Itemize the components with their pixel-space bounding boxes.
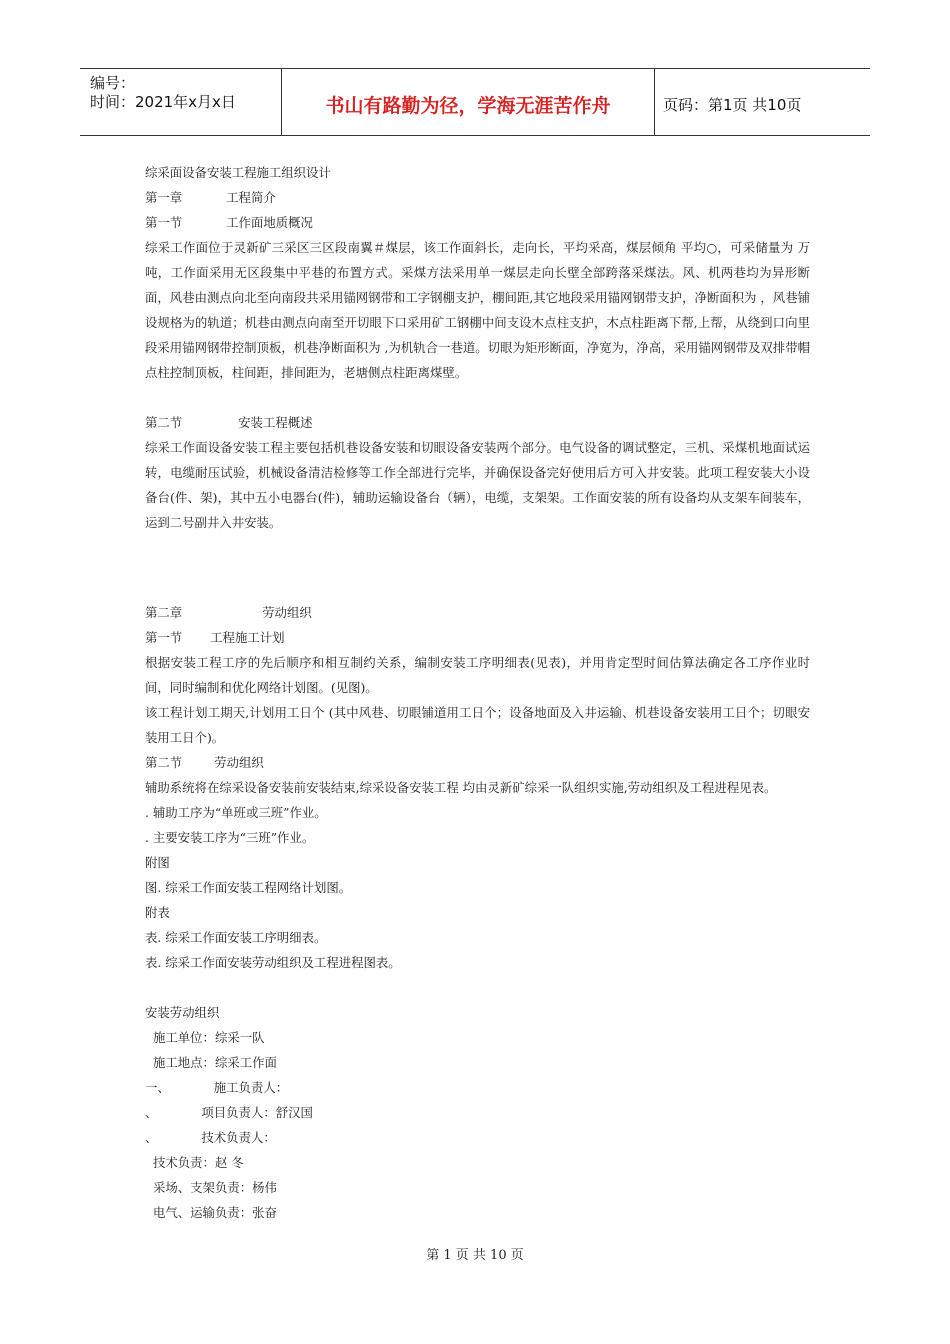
page-footer: 第 1 页 共 10 页 — [426, 1248, 524, 1263]
item-number: 、 — [145, 1105, 158, 1120]
section-name: 安装工程概述 — [238, 415, 313, 430]
section-number: 第二节 — [145, 415, 183, 430]
section-number: 第一节 — [145, 215, 183, 230]
org-title: 安装劳动组织 — [145, 1005, 220, 1020]
section-2-1-heading — [145, 625, 810, 650]
chapter-name: 工程简介 — [226, 190, 276, 205]
org-support-lead: 采场、支架负责：杨伟 — [153, 1180, 277, 1195]
header-motto-cell — [282, 69, 655, 135]
installation-overview-paragraph: 综采工作面设备安装工程主要包括机巷设备安装和切眼设备安装两个部分。电气设备的调试整定，三机、采煤机地面试运转，电缆耐压试验，机械设备清洁检修等工作全部进行完毕，并确保设备完好使用后方可入井安装。此项工程安装大小设备台(件、架)，其中五小电器台(件)，辅助运输设备台（辆），电缆，支架架。工作面安装的所有设备均从支架车间装车，运到二号副井入井安装。 — [145, 440, 810, 530]
doc-title: 综采面设备安装工程施工组织设计 — [145, 165, 331, 180]
labor-line: . 主要安装工序为“三班”作业。 — [145, 830, 315, 845]
section-1-1-heading — [145, 210, 810, 235]
org-electrical-lead: 电气、运输负责：张奋 — [153, 1205, 277, 1220]
item-text: 施工负责人： — [213, 1080, 289, 1095]
org-item-2 — [145, 1100, 810, 1125]
section-number: 第二节 — [145, 755, 183, 770]
chapter-1-heading — [145, 185, 810, 210]
header-page-cell — [655, 69, 870, 135]
section-name: 劳动组织 — [214, 755, 264, 770]
item-number: 一、 — [145, 1080, 170, 1095]
org-item-3 — [145, 1125, 810, 1150]
section-name: 工作面地质概况 — [226, 215, 313, 230]
section-2-2-heading — [145, 750, 810, 775]
time-label: 时间：2021年x月x日 — [90, 93, 236, 111]
chapter-number: 第一章 — [145, 190, 183, 205]
figure-heading: 附图 — [145, 855, 170, 870]
section-name: 工程施工计划 — [210, 630, 285, 645]
item-text: 项目负责人：舒汉国 — [201, 1105, 313, 1120]
section-1-2-heading — [145, 410, 810, 435]
chapter-name: 劳动组织 — [262, 605, 312, 620]
table-caption: 表. 综采工作面安装工序明细表。 — [145, 930, 327, 945]
org-item-1 — [145, 1075, 810, 1100]
figure-caption: 图. 综采工作面安装工程网络计划图。 — [145, 880, 352, 895]
motto-text: 书山有路勤为径，学海无涯苦作舟 — [325, 95, 611, 117]
page-info: 页码：第1页 共10页 — [663, 96, 802, 114]
item-text: 技术负责人： — [201, 1130, 276, 1145]
serial-label: 编号： — [90, 74, 136, 92]
table-caption: 表. 综采工作面安装劳动组织及工程进程图表。 — [145, 955, 401, 970]
page-header — [80, 68, 870, 136]
document-body — [145, 160, 810, 1225]
org-unit: 施工单位：综采一队 — [153, 1030, 265, 1045]
chapter-2-heading — [145, 600, 810, 625]
table-heading: 附表 — [145, 905, 170, 920]
labor-line: . 辅助工序为“单班或三班”作业。 — [145, 805, 327, 820]
org-tech-lead: 技术负责：赵 冬 — [153, 1155, 244, 1170]
plan-paragraph-2: 该工程计划工期天,计划用工日个 (其中风巷、切眼铺道用工日个；设备地面及入井运输、机巷设备安装用工日个；切眼安装用工日个)。 — [145, 705, 810, 745]
item-number: 、 — [145, 1130, 158, 1145]
chapter-number: 第二章 — [145, 605, 183, 620]
plan-paragraph-1: 根据安装工程工序的先后顺序和相互制约关系，编制安装工序明细表(见表)，并用肯定型时间估算法确定各工序作业时间，同时编制和优化网络计划图。(见图)。 — [145, 655, 810, 695]
geology-paragraph: 综采工作面位于灵新矿三采区三区段南翼＃煤层，该工作面斜长，走向长，平均采高，煤层倾角 平均○，可采储量为 万吨，工作面采用无区段集中平巷的布置方式。采煤方法采用单一煤层走向长壁全部跨落采煤法。风、机两巷均为异形断面，风巷由测点向北至向南段共采用锚网钢带和工字钢棚支护，棚间距,其它地段采用锚网钢带支护，净断面积为 ，风巷铺设规格为的轨道；机巷由测点向南至开切眼下口采用矿工钢棚中间支设木点柱支护，木点柱距离下帮,上帮，从绕到口向里段采用锚网钢带控制顶板，机巷净断面积为 ,为机轨合一巷道。切眼为矩形断面，净宽为，净高，采用锚网钢带及双排带帽点柱控制顶板，柱间距，排间距为，老塘侧点柱距离煤壁。 — [145, 240, 810, 380]
org-site: 施工地点：综采工作面 — [153, 1055, 277, 1070]
labor-line: 辅助系统将在综采设备安装前安装结束,综采设备安装工程 均由灵新矿综采一队组织实施,劳动组织及工程进程见表。 — [145, 780, 777, 795]
header-info-cell — [80, 69, 282, 135]
section-number: 第一节 — [145, 630, 183, 645]
